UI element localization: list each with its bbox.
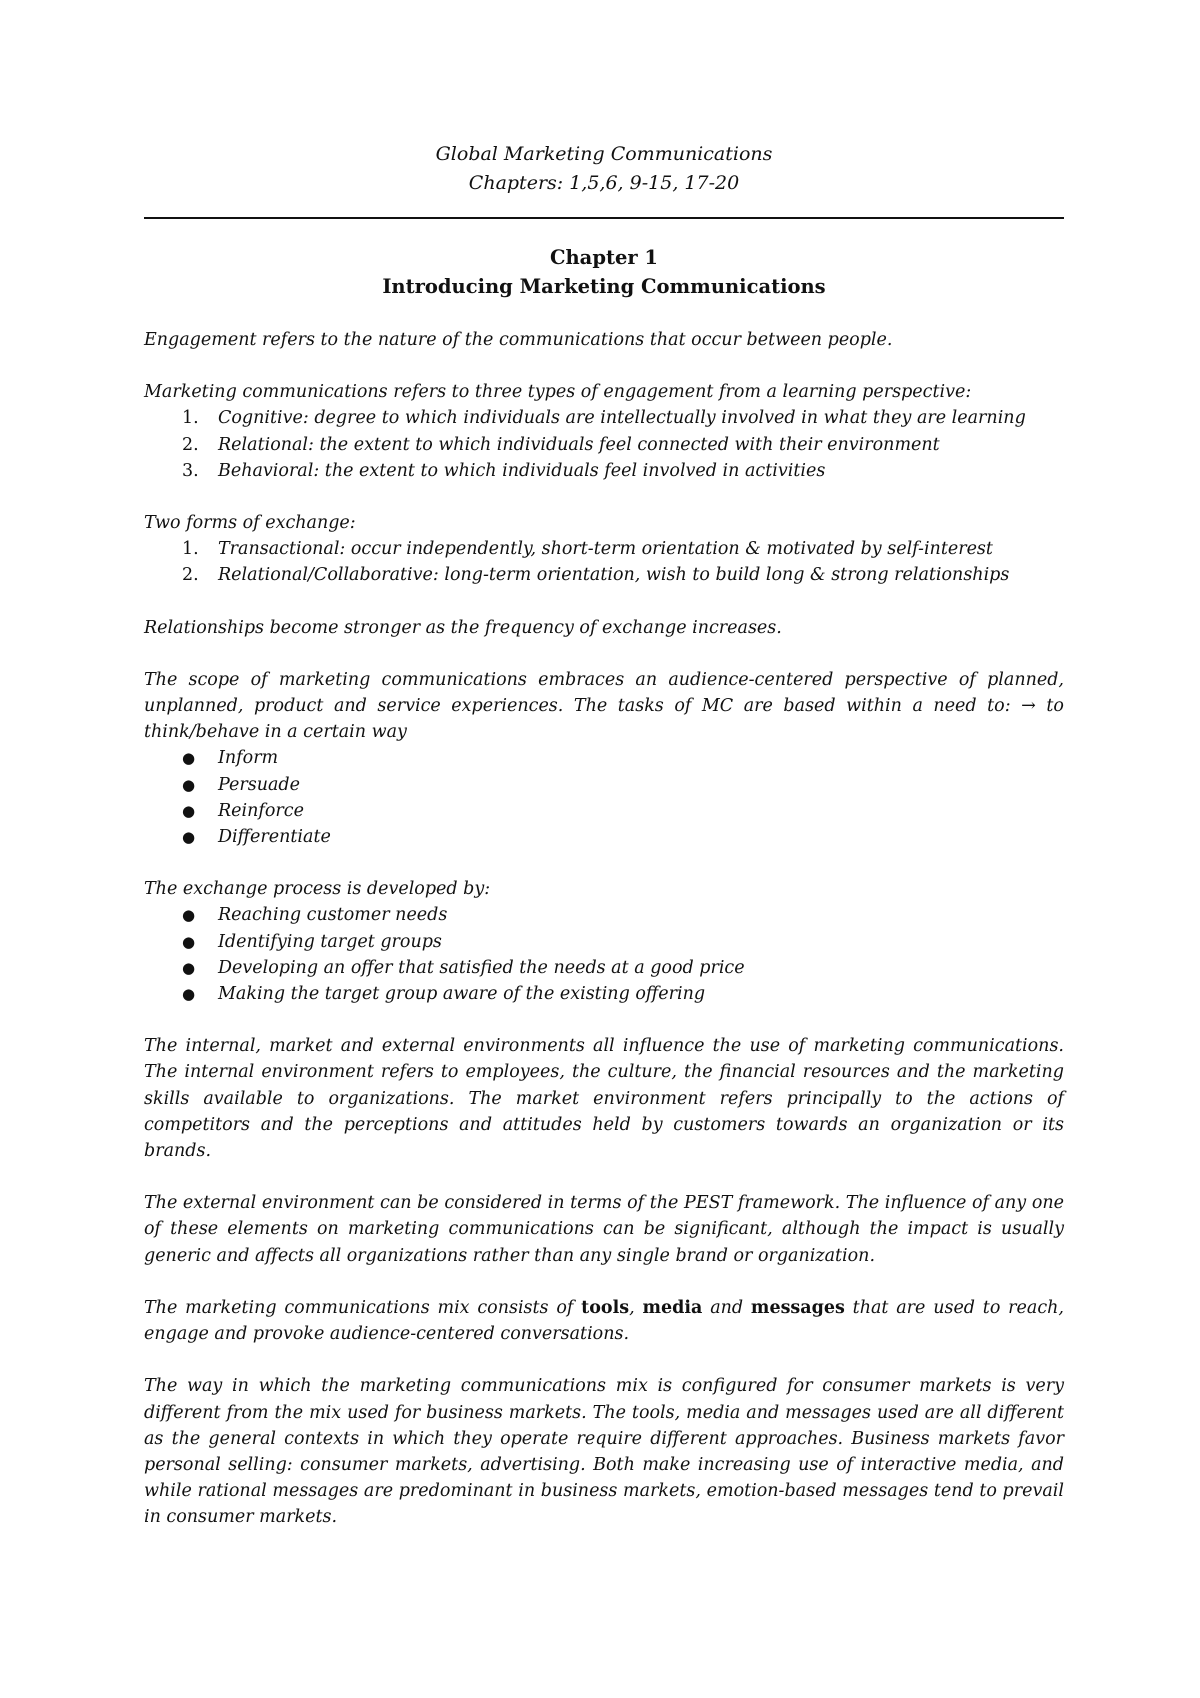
process-intro: The exchange process is developed by: (144, 879, 491, 900)
list-item: 2. Relational: the extent to which individuals feel connected with their environment (182, 434, 940, 455)
bullet-icon: ● (182, 801, 196, 820)
scope-paragraph: The scope of marketing communications embraces an audience-centered perspective of planned, unplanned, product and service experiences. The tasks of MC are based within a need to: → to think/behave in a certain way (144, 669, 1064, 743)
pest-paragraph: The external environment can be considered in terms of the PEST framework. The influence of any one of these elements on marketing communications can be significant, although the impact is usually generic and affects all organizations rather than any single brand or organization. (144, 1193, 1064, 1266)
list-item: 1. Cognitive: degree to which individuals are intellectually involved in what they are learning (182, 408, 1026, 429)
keyword-media: media (642, 1297, 703, 1318)
engagement-paragraph: Engagement refers to the nature of the communications that occur between people. (144, 330, 893, 350)
environments-paragraph: The internal, market and external environments all influence the use of marketing communications. The internal environment refers to employees, the culture, the financial resources and the marketing skills available to organizations. The market environment refers principally to the actions of competitors and the perceptions and attitudes held by customers towards an organization or its brands. (144, 1036, 1064, 1162)
document-title: Global Marketing Communications (435, 143, 773, 165)
bullet-icon: ● (182, 749, 196, 768)
document-header (144, 140, 1064, 198)
list-item: 2. Relational/Collaborative: long-term orientation, wish to build long & strong relationships (182, 565, 1010, 586)
chapter-title: Introducing Marketing Communications (382, 275, 826, 298)
list-item: ● Reaching customer needs (144, 902, 1064, 928)
list-item: ● Differentiate (144, 824, 1064, 850)
keyword-tools: tools (581, 1297, 630, 1318)
list-item: ● Developing an offer that satisfied the needs at a good price (144, 955, 1064, 981)
chapter-number: Chapter 1 (549, 246, 658, 269)
bullet-icon: ● (182, 958, 196, 977)
list-item: 3. Behavioral: the extent to which individuals feel involved in activities (182, 460, 826, 481)
bullet-icon: ● (182, 906, 196, 925)
chapters-line: Chapters: 1,5,6, 9-15, 17-20 (468, 172, 740, 194)
list-item: ● Inform (144, 745, 1064, 771)
header-divider (144, 217, 1064, 219)
document-page (144, 140, 1064, 1531)
exchange-process-list (144, 902, 1064, 1007)
chapter-heading (144, 243, 1064, 301)
relationships-paragraph: Relationships become stronger as the frequency of exchange increases. (144, 617, 782, 638)
bullet-icon: ● (182, 775, 196, 794)
bullet-icon: ● (182, 932, 196, 951)
arrow-right-icon: → (1021, 696, 1036, 717)
keyword-messages: messages (750, 1297, 845, 1318)
mix-paragraph: The marketing communications mix consists of tools, media and messages that are used to reach, engage and provoke audience-centered conversations. (144, 1297, 1064, 1345)
exchange-intro: Two forms of exchange: (144, 513, 356, 534)
exchange-forms-list (144, 536, 1064, 588)
mc-tasks-list (144, 745, 1064, 850)
list-item: ● Making the target group aware of the existing offering (144, 981, 1064, 1007)
markets-paragraph: The way in which the marketing communications mix is configured for consumer markets is very different from the mix used for business markets. The tools, media and messages used are all different as the general contexts in which they operate require different approaches. Business markets favor personal selling: consumer markets, advertising. Both make increasing use of interactive media, and while rational messages are predominant in business markets, emotion-based messages tend to prevail in consumer markets. (144, 1376, 1064, 1528)
engagement-types-list (144, 405, 1064, 484)
bullet-icon: ● (182, 828, 196, 847)
list-item: ● Reinforce (144, 798, 1064, 824)
list-item: ● Identifying target groups (144, 929, 1064, 955)
list-item: 1. Transactional: occur independently, short-term orientation & motivated by self-interest (182, 539, 993, 560)
types-intro: Marketing communications refers to three types of engagement from a learning perspective: (144, 382, 972, 403)
bullet-icon: ● (182, 985, 196, 1004)
list-item: ● Persuade (144, 772, 1064, 798)
